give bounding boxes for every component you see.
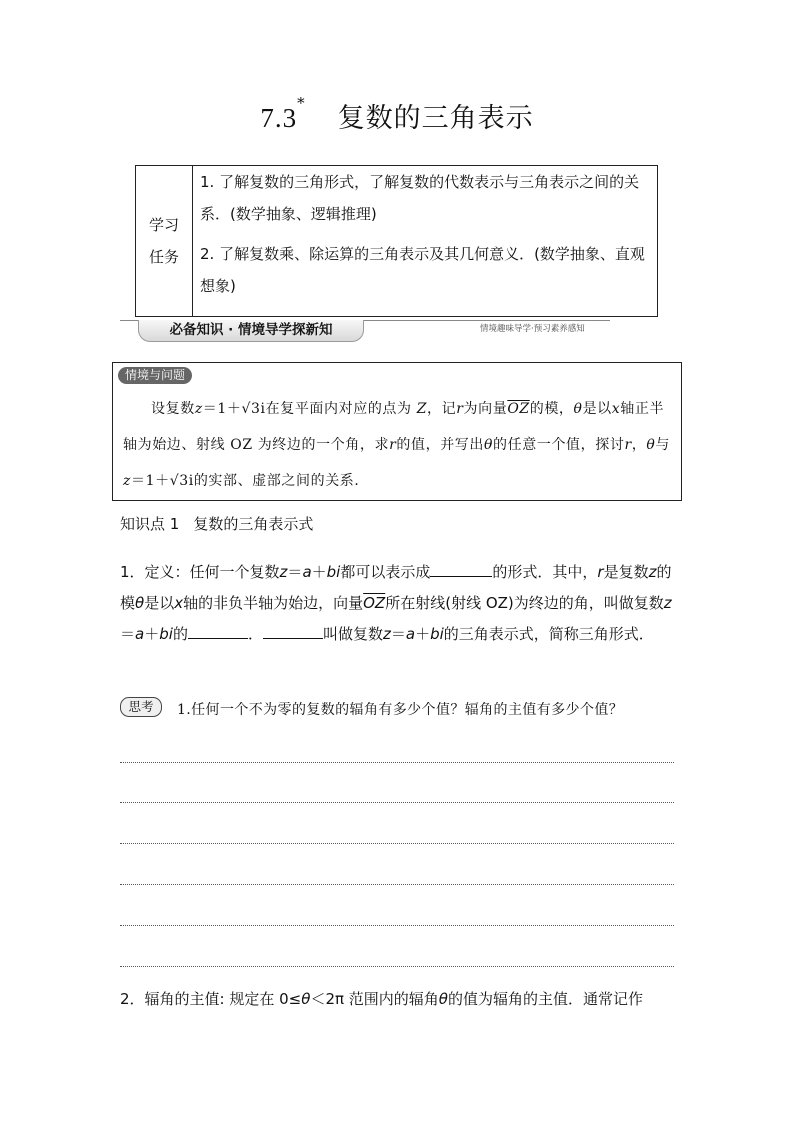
answer-line[interactable] — [120, 925, 674, 926]
section-number: 7.3 — [260, 103, 298, 133]
learning-task-table — [135, 165, 658, 317]
task-label-line1: 学习 — [148, 216, 179, 234]
kp-text: 复数的三角表示式 — [193, 515, 314, 533]
kp-number: 知识点 1 — [120, 515, 180, 533]
page-title — [0, 96, 794, 135]
title-text: 复数的三角表示 — [337, 103, 534, 134]
knowledge-point-title — [120, 513, 313, 534]
fill-blank[interactable] — [430, 558, 492, 577]
section-banner — [120, 320, 610, 342]
fill-blank[interactable] — [188, 620, 248, 639]
banner-title: 必备知识 · 情境导学探新知 — [138, 320, 364, 342]
principal-argument-paragraph: 2．辐角的主值: 规定在 0≤θ＜2π 范围内的辐角θ的值为辐角的主值．通常记作 — [120, 990, 643, 1008]
vector-oz: $\overline{OZ}$ — [507, 401, 530, 417]
scenario-text: 设复数z＝1＋√3i在复平面内对应的点为 Z，记r为向量$\overline{OZ}$的模，θ是以x轴正半轴为始边、射线 OZ 为终边的一个角，求r的值，并写出θ的任意一个值，探讨r，θ与z＝1＋√3i的实部、虚部之间的关系． — [123, 401, 670, 489]
task-label — [136, 166, 193, 316]
star-mark: * — [297, 94, 306, 112]
answer-line[interactable] — [120, 966, 674, 967]
banner-subtitle: 情境趣味导学·预习素养感知 — [480, 324, 585, 334]
definition-paragraph: 1．定义：任何一个复数z＝a＋bi都可以表示成 的形式．其中，r是复数z的模θ是以x轴的非负半轴为始边，向量$\overline{OZ}$所在射线(射线 OZ)为终边的角，叫做复数z＝a＋bi的 ． 叫做复数z＝a＋bi的三角表示式，简称三角形式． — [120, 557, 676, 650]
task-label-line2: 任务 — [148, 248, 179, 266]
answer-line[interactable] — [120, 884, 674, 885]
think-question: 1.任何一个不为零的复数的辐角有多少个值？辐角的主值有多少个值？ — [177, 702, 624, 718]
answer-line[interactable] — [120, 762, 674, 763]
task-item-2: 2. 了解复数乘、除运算的三角表示及其几何意义．(数学抽象、直观想象) — [200, 245, 645, 295]
task-item-1: 1. 了解复数的三角形式，了解复数的代数表示与三角表示之间的关系．(数学抽象、逻辑推理) — [200, 173, 640, 223]
scenario-tag: 情境与问题 — [118, 367, 192, 384]
fill-blank[interactable] — [263, 620, 323, 639]
scenario-box — [112, 362, 682, 501]
think-tag: 思考 — [120, 697, 162, 717]
answer-line[interactable] — [120, 802, 674, 803]
answer-line[interactable] — [120, 843, 674, 844]
